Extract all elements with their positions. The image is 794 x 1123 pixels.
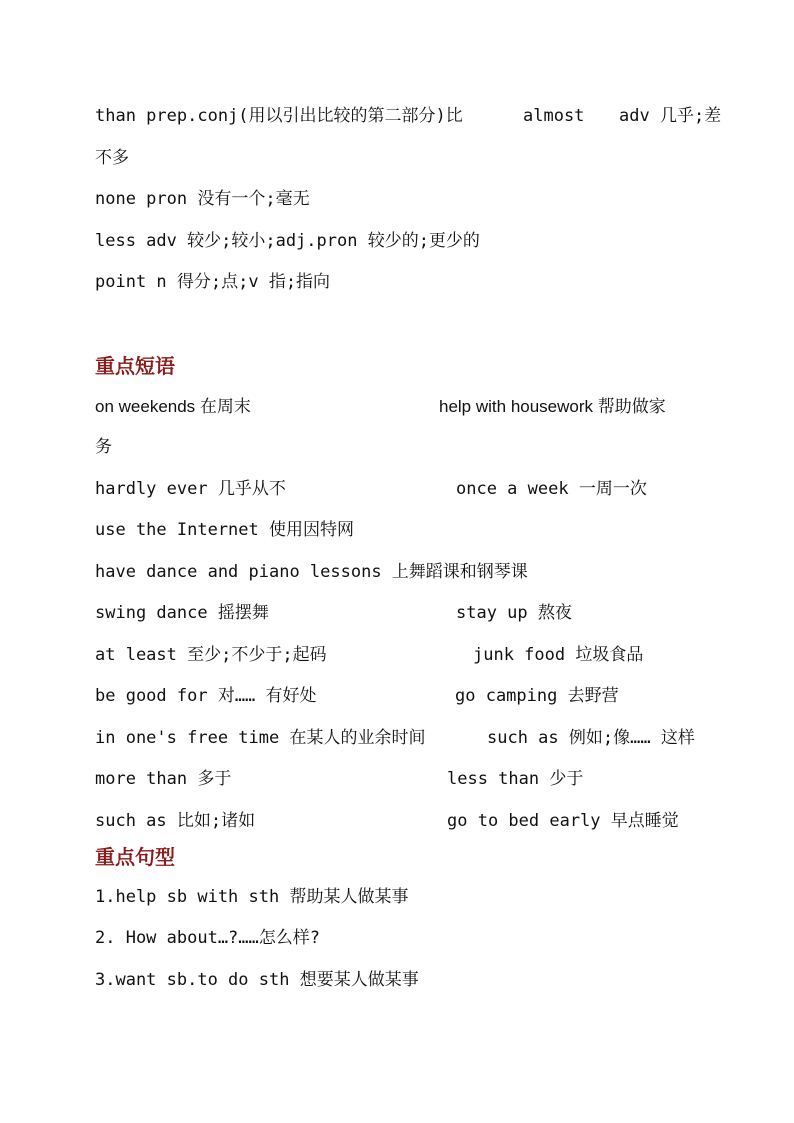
phrase-row-cont bbox=[95, 431, 735, 473]
phrase-left: be good for 对…… 有好处 bbox=[95, 686, 317, 706]
phrase-continuation: 务 bbox=[95, 437, 112, 457]
phrase-row bbox=[95, 763, 735, 805]
phrase-row bbox=[95, 680, 735, 722]
phrase-right: go camping 去野营 bbox=[455, 686, 619, 706]
vocab-line-than bbox=[95, 100, 735, 142]
sentence-text: 3.want sb.to do sth 想要某人做某事 bbox=[95, 969, 419, 990]
phrase-left: have dance and piano lessons 上舞蹈课和钢琴课 bbox=[95, 561, 528, 582]
vocab-entry-less: less adv 较少;较小;adj.pron 较少的;更少的 bbox=[95, 230, 480, 251]
phrase-row bbox=[95, 390, 735, 432]
vocab-line-none bbox=[95, 183, 735, 225]
phrase-left: in one's free time 在某人的业余时间 bbox=[95, 727, 426, 748]
phrase-right: such as 例如;像…… 这样 bbox=[487, 727, 695, 748]
phrase-row bbox=[95, 722, 735, 764]
phrase-right: junk food 垃圾食品 bbox=[473, 644, 644, 665]
phrase-row bbox=[95, 639, 735, 681]
phrase-row bbox=[95, 514, 735, 556]
phrase-left: more than 多于 bbox=[95, 769, 232, 789]
document-page bbox=[95, 100, 735, 1005]
phrase-left: use the Internet 使用因特网 bbox=[95, 520, 354, 540]
phrase-right: help with housework 帮助做家 bbox=[439, 396, 666, 416]
sentence-item bbox=[95, 922, 735, 964]
phrase-left: at least 至少;不少于;起码 bbox=[95, 644, 327, 665]
vocab-entry-almost: almost bbox=[523, 106, 585, 126]
phrase-left: hardly ever 几乎从不 bbox=[95, 478, 286, 499]
sentence-item bbox=[95, 964, 735, 1006]
phrase-right: less than 少于 bbox=[447, 769, 584, 789]
sentence-item bbox=[95, 881, 735, 923]
sentences-heading: 重点句型 bbox=[95, 844, 175, 869]
phrase-row bbox=[95, 805, 735, 839]
phrase-left: such as 比如;诸如 bbox=[95, 810, 256, 831]
vocab-line-than-cont bbox=[95, 142, 735, 184]
phrases-heading: 重点短语 bbox=[95, 353, 175, 378]
phrase-right: stay up 熬夜 bbox=[456, 603, 572, 623]
phrase-row bbox=[95, 597, 735, 639]
vocab-line-point bbox=[95, 266, 735, 308]
phrase-left: swing dance 摇摆舞 bbox=[95, 603, 269, 623]
phrase-left: on weekends 在周末 bbox=[95, 396, 251, 416]
phrase-right: go to bed early 早点睡觉 bbox=[447, 810, 679, 831]
phrase-right: once a week 一周一次 bbox=[456, 478, 647, 499]
phrase-row bbox=[95, 556, 735, 598]
vocab-continuation: 不多 bbox=[95, 147, 129, 168]
sentence-text: 1.help sb with sth 帮助某人做某事 bbox=[95, 886, 409, 907]
vocab-entry-almost-def: adv 几乎;差 bbox=[619, 106, 722, 126]
vocab-entry-than: than prep.conj(用以引出比较的第二部分)比 bbox=[95, 106, 463, 126]
vocab-entry-none: none pron 没有一个;毫无 bbox=[95, 189, 310, 209]
phrase-row bbox=[95, 473, 735, 515]
sentence-text: 2. How about…?……怎么样? bbox=[95, 928, 320, 948]
vocab-line-less bbox=[95, 225, 735, 267]
vocab-entry-point: point n 得分;点;v 指;指向 bbox=[95, 272, 331, 292]
